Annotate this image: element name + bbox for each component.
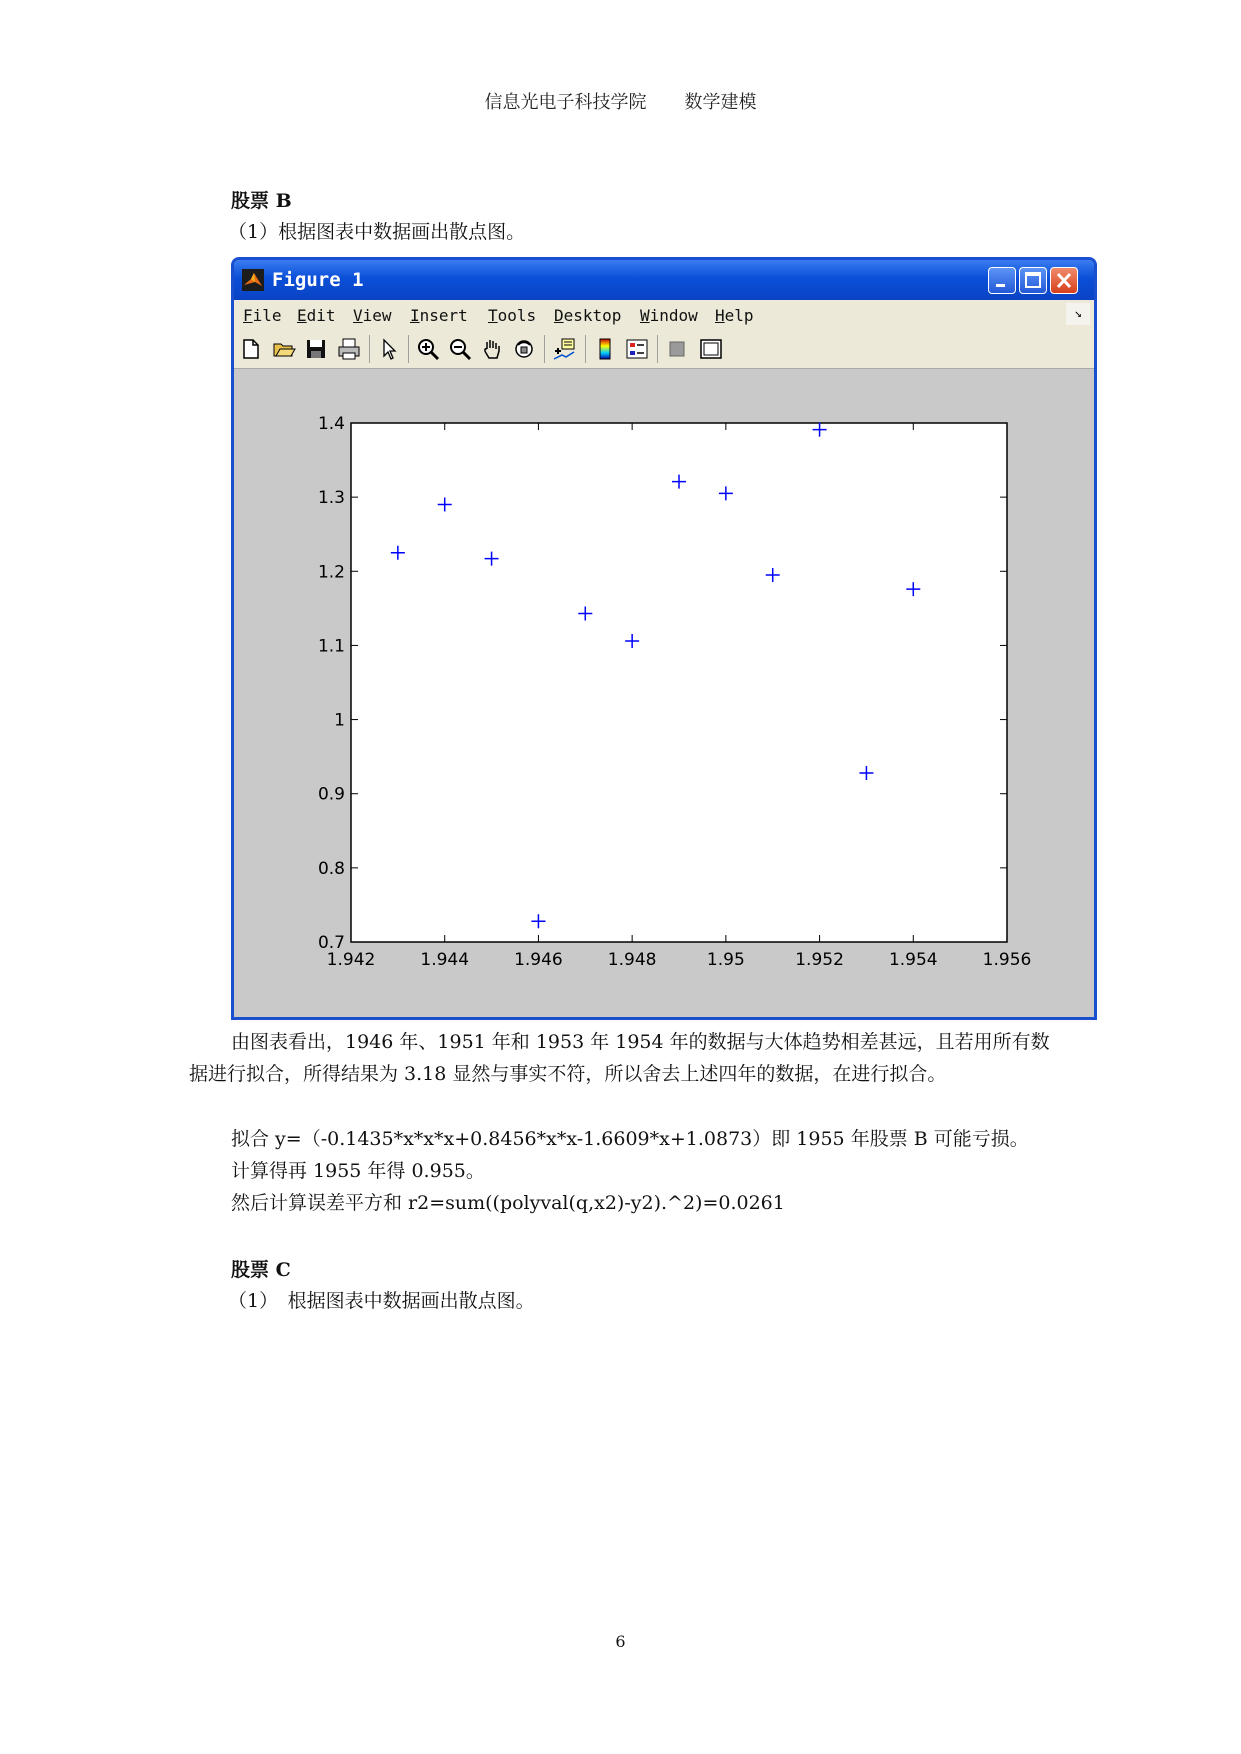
- y-tick-label: 1.4: [317, 414, 345, 434]
- menu-file[interactable]: File: [243, 306, 282, 325]
- y-tick-label: 0.7: [317, 933, 345, 953]
- page-number: 6: [615, 1632, 626, 1651]
- section-c-title: 股票 C: [231, 1259, 291, 1281]
- course-name: 数学建模: [684, 92, 757, 113]
- x-tick-label: 1.946: [514, 950, 563, 970]
- y-tick-label: 1: [334, 710, 345, 731]
- section-b-title: 股票 B: [231, 190, 292, 212]
- x-tick-label: 1.942: [326, 950, 376, 970]
- scatter-plot[interactable]: [234, 260, 1094, 1017]
- y-tick-label: 0.8: [317, 858, 345, 879]
- x-tick-label: 1.954: [888, 950, 938, 970]
- window-title: Figure 1: [272, 269, 364, 291]
- x-tick-label: 1.956: [982, 950, 1032, 970]
- prediction-line: 计算得再 1955 年得 0.955。: [231, 1160, 485, 1182]
- section-c-step1: （1） 根据图表中数据画出散点图。: [228, 1290, 535, 1312]
- section-b-step1: （1）根据图表中数据画出散点图。: [228, 221, 526, 243]
- y-tick-label: 1.3: [317, 488, 345, 509]
- school-name: 信息光电子科技学院: [484, 92, 647, 113]
- page-header: [0, 88, 1241, 114]
- menu-help[interactable]: Help: [715, 306, 754, 325]
- menu-insert[interactable]: Insert: [410, 306, 468, 325]
- y-tick-label: 1.2: [317, 562, 345, 583]
- x-tick-label: 1.952: [795, 950, 844, 970]
- y-tick-label: 0.9: [317, 784, 345, 805]
- x-tick-label: 1.95: [706, 950, 745, 970]
- plot-axes-box: [351, 423, 1007, 942]
- menu-view[interactable]: View: [353, 306, 392, 325]
- figure-window: [231, 257, 1097, 1020]
- menu-tools[interactable]: Tools: [488, 306, 537, 325]
- fit-equation-line: 拟合 y=（-0.1435*x*x*x+0.8456*x*x-1.6609*x+1.0873）即 1955 年股票 B 可能亏损。: [231, 1128, 1029, 1150]
- menu-edit[interactable]: Edit: [297, 306, 336, 325]
- y-tick-label: 1.1: [317, 636, 345, 657]
- analysis-paragraph: 由图表看出，1946 年、1951 年和 1953 年 1954 年的数据与大体趋势相差甚远，且若用所有数据进行拟合，所得结果为 3.18 显然与事实不符，所以舍去上述四年的数据，在进行拟合。: [189, 1031, 1050, 1085]
- menu-window[interactable]: Window: [640, 306, 698, 325]
- error-line: 然后计算误差平方和 r2=sum((polyval(q,x2)-y2).^2)=0.0261: [231, 1192, 785, 1214]
- dock-arrow-icon[interactable]: ↘: [1066, 303, 1090, 325]
- menu-desktop[interactable]: Desktop: [554, 306, 622, 325]
- x-tick-label: 1.948: [607, 950, 657, 970]
- x-tick-label: 1.944: [420, 950, 470, 970]
